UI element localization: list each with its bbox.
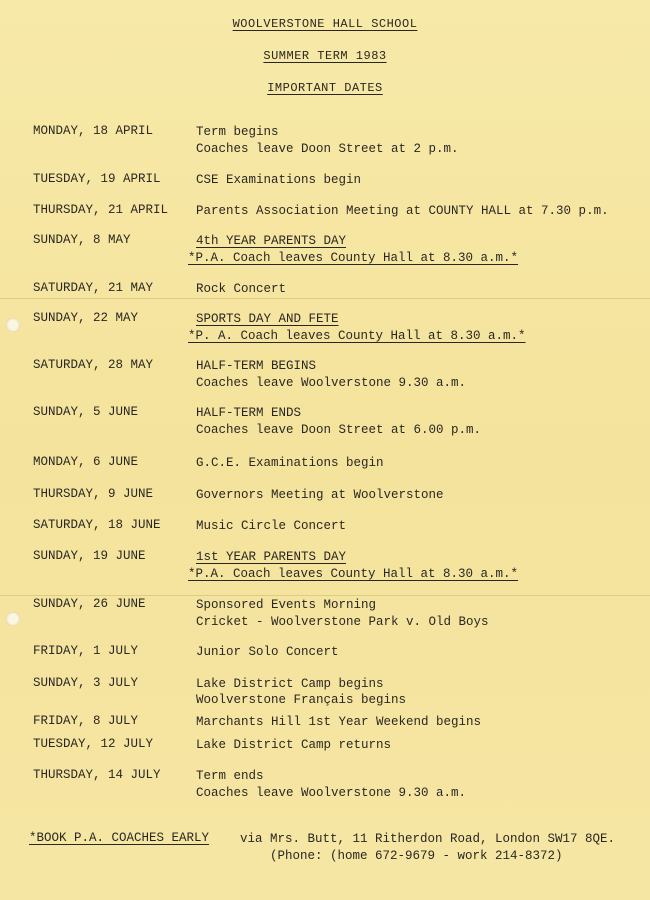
event-date: THURSDAY, 14 JULY xyxy=(33,768,161,782)
event-line: 1st YEAR PARENTS DAY xyxy=(196,550,347,564)
event-line: *P.A. Coach leaves County Hall at 8.30 a.m.* xyxy=(188,251,519,265)
event-date: SUNDAY, 19 JUNE xyxy=(33,549,146,563)
event-date: SATURDAY, 28 MAY xyxy=(33,358,154,372)
event-date: SUNDAY, 5 JUNE xyxy=(33,405,139,419)
event-date: THURSDAY, 21 APRIL xyxy=(33,203,169,217)
event-line: SPORTS DAY AND FETE xyxy=(196,312,339,326)
event-date: SUNDAY, 8 MAY xyxy=(33,233,131,247)
event-line: HALF-TERM BEGINS xyxy=(196,359,317,373)
event-date: FRIDAY, 8 JULY xyxy=(33,714,139,728)
event-line: Music Circle Concert xyxy=(196,519,347,533)
book-coaches-notice: *BOOK P.A. COACHES EARLY xyxy=(29,831,210,845)
event-line: Junior Solo Concert xyxy=(196,645,339,659)
event-date: SATURDAY, 21 MAY xyxy=(33,281,154,295)
event-date: SUNDAY, 3 JULY xyxy=(33,676,139,690)
event-date: SUNDAY, 26 JUNE xyxy=(33,597,146,611)
event-line: Coaches leave Woolverstone 9.30 a.m. xyxy=(196,786,467,800)
event-line: 4th YEAR PARENTS DAY xyxy=(196,234,347,248)
event-date: SUNDAY, 22 MAY xyxy=(33,311,139,325)
school-title: WOOLVERSTONE HALL SCHOOL xyxy=(232,17,418,31)
booking-phone: (Phone: (home 672-9679 - work 214-8372) xyxy=(270,849,563,863)
event-line: Coaches leave Woolverstone 9.30 a.m. xyxy=(196,376,467,390)
event-line: Cricket - Woolverstone Park v. Old Boys xyxy=(196,615,489,629)
event-date: MONDAY, 18 APRIL xyxy=(33,124,154,138)
important-dates-heading: IMPORTANT DATES xyxy=(267,81,383,95)
event-line: Coaches leave Doon Street at 2 p.m. xyxy=(196,142,459,156)
paper-fold xyxy=(0,298,650,299)
event-line: Rock Concert xyxy=(196,282,287,296)
event-line: *P.A. Coach leaves County Hall at 8.30 a.m.* xyxy=(188,567,519,581)
event-date: MONDAY, 6 JUNE xyxy=(33,455,139,469)
event-line: Term ends xyxy=(196,769,264,783)
event-line: *P. A. Coach leaves County Hall at 8.30 a.m.* xyxy=(188,329,526,343)
term-title: SUMMER TERM 1983 xyxy=(263,49,387,63)
event-line: Term begins xyxy=(196,125,279,139)
event-line: Governors Meeting at Woolverstone xyxy=(196,488,444,502)
event-line: Marchants Hill 1st Year Weekend begins xyxy=(196,715,482,729)
punch-hole xyxy=(6,318,20,332)
event-line: Lake District Camp begins xyxy=(196,677,384,691)
event-line: G.C.E. Examinations begin xyxy=(196,456,384,470)
event-date: TUESDAY, 12 JULY xyxy=(33,737,154,751)
booking-address: via Mrs. Butt, 11 Ritherdon Road, London SW17 8QE. xyxy=(240,832,616,846)
event-date: SATURDAY, 18 JUNE xyxy=(33,518,161,532)
event-date: FRIDAY, 1 JULY xyxy=(33,644,139,658)
event-date: TUESDAY, 19 APRIL xyxy=(33,172,161,186)
event-line: HALF-TERM ENDS xyxy=(196,406,302,420)
event-line: Sponsored Events Morning xyxy=(196,598,377,612)
event-date: THURSDAY, 9 JUNE xyxy=(33,487,154,501)
event-line: Lake District Camp returns xyxy=(196,738,392,752)
event-line: Coaches leave Doon Street at 6.00 p.m. xyxy=(196,423,482,437)
event-line: Woolverstone Français begins xyxy=(196,693,407,707)
punch-hole xyxy=(6,612,20,626)
event-line: Parents Association Meeting at COUNTY HALL at 7.30 p.m. xyxy=(196,204,609,218)
event-line: CSE Examinations begin xyxy=(196,173,362,187)
paper-fold xyxy=(0,595,650,596)
